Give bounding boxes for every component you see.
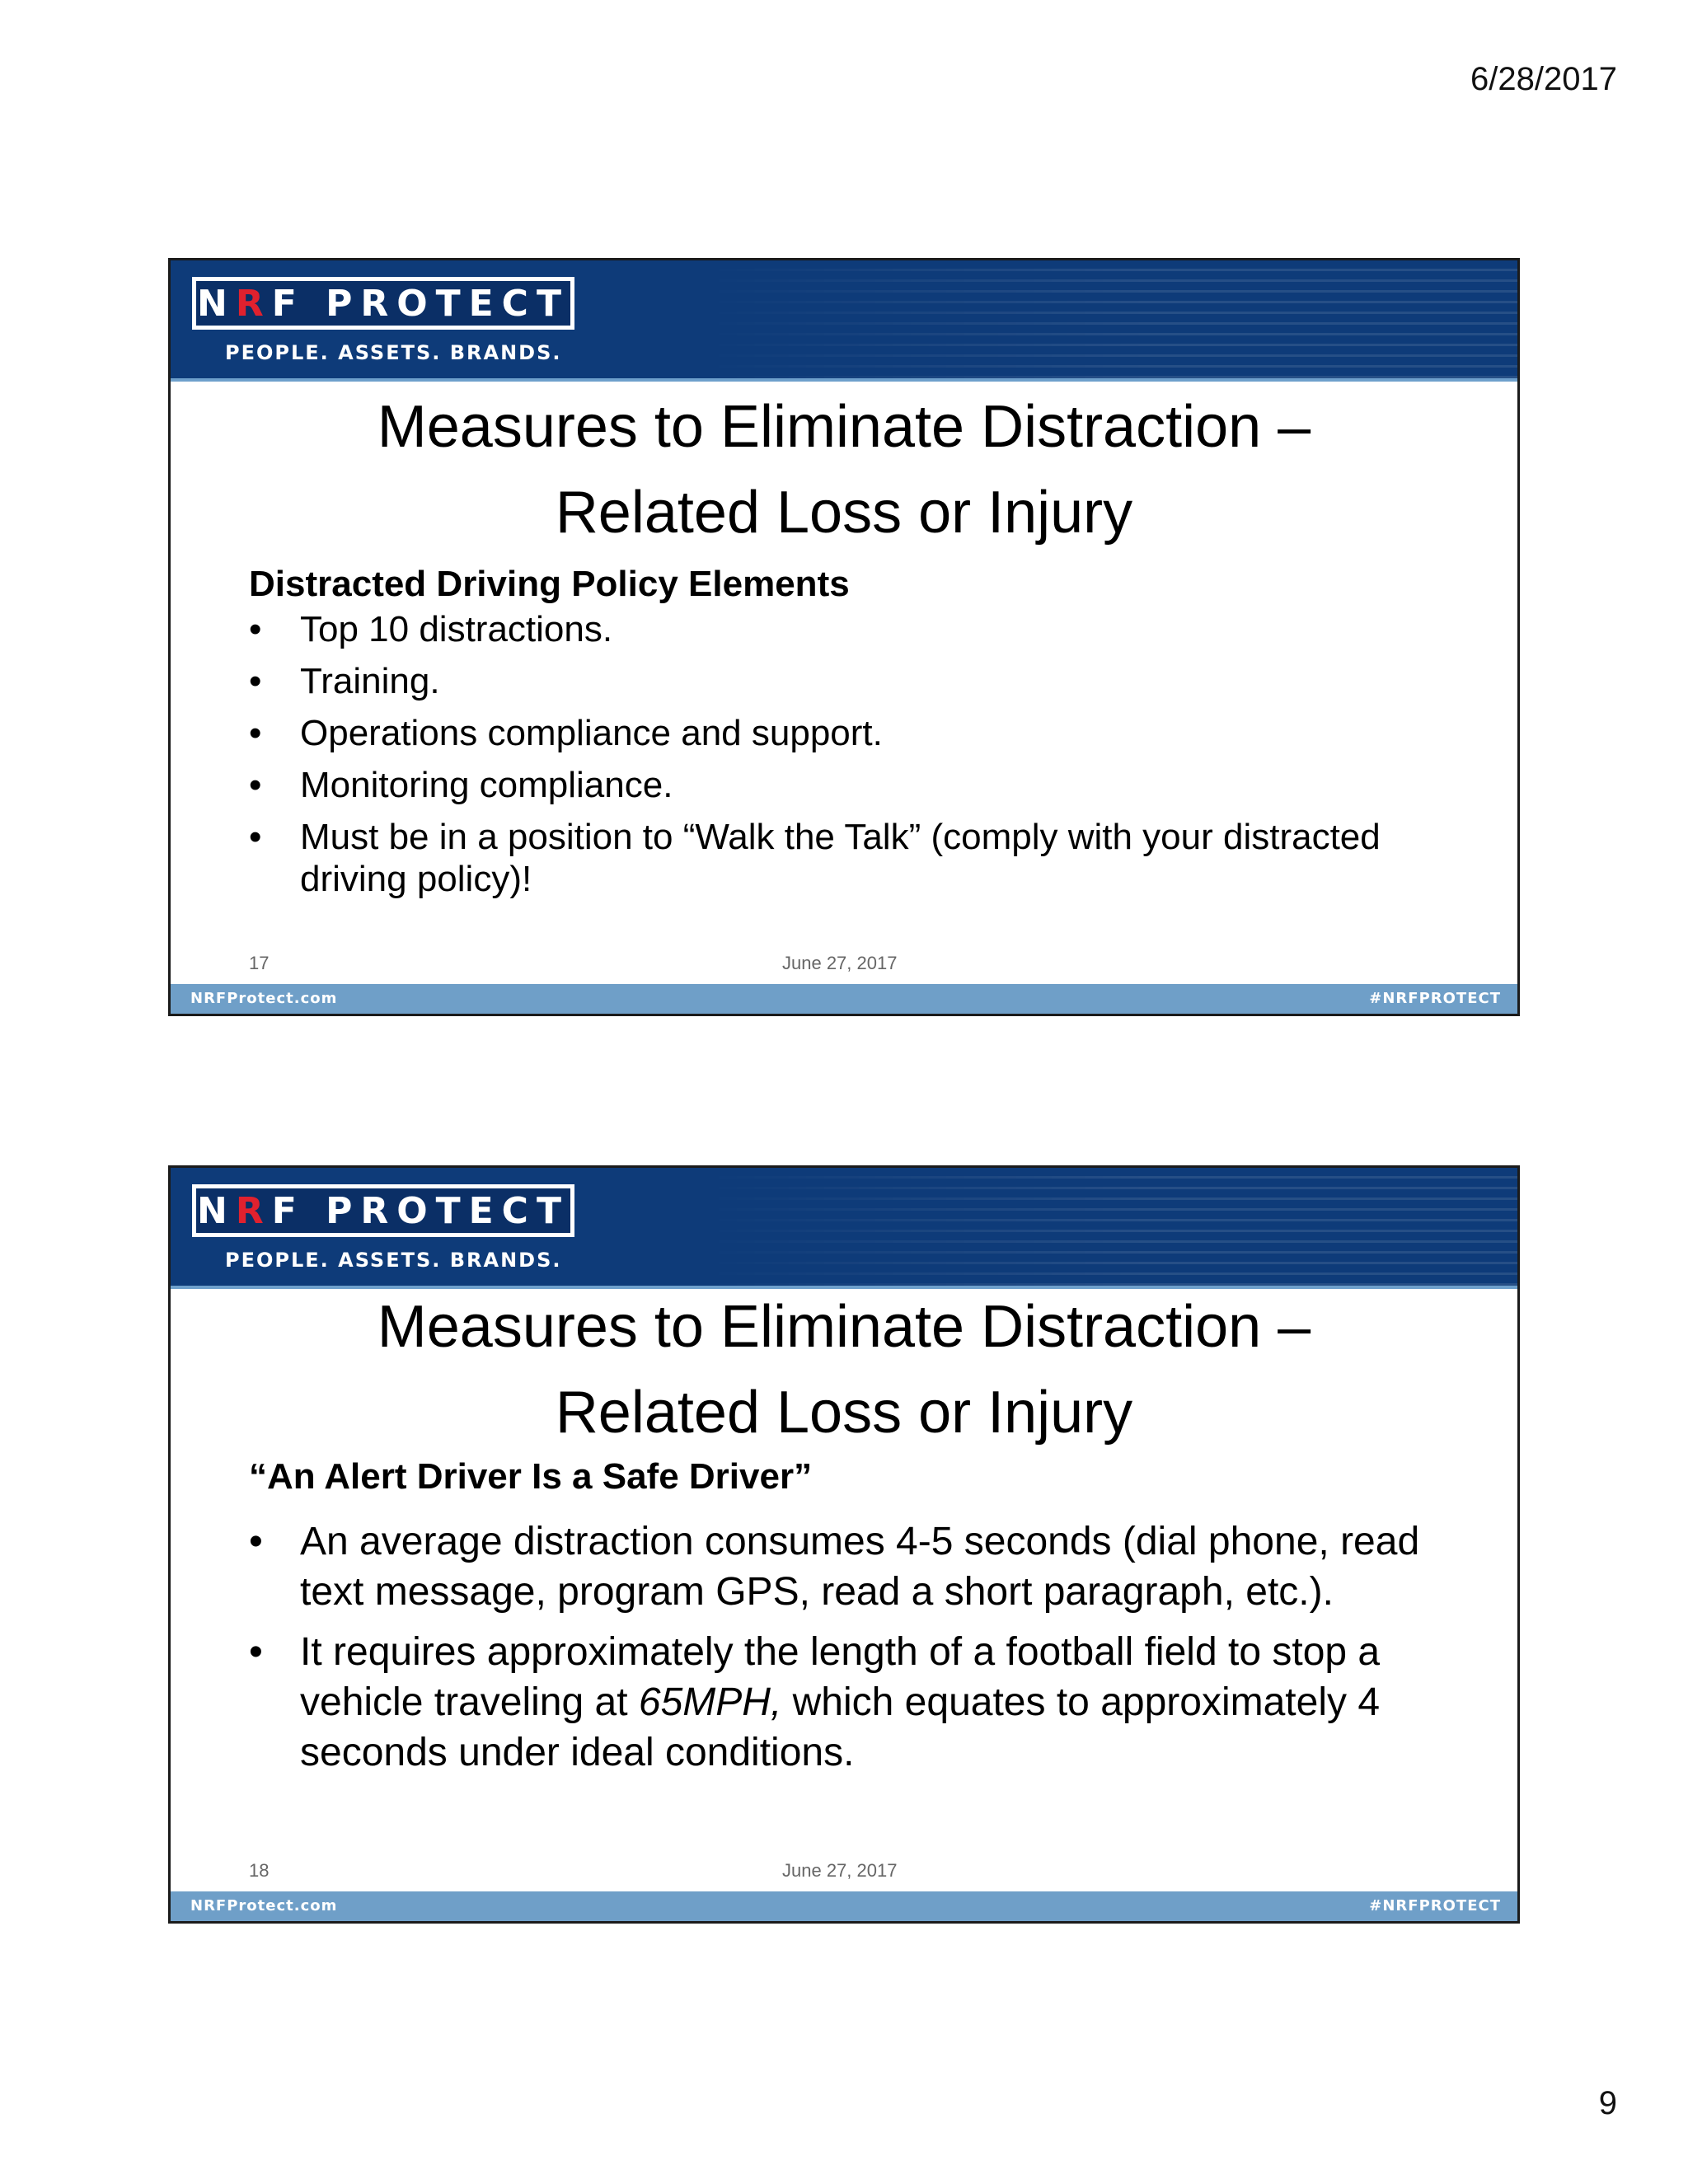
list-item: • Training. bbox=[249, 661, 440, 701]
bullet-icon: • bbox=[249, 609, 262, 649]
logo-text: NRF PROTECT bbox=[196, 1189, 570, 1232]
nrf-protect-logo bbox=[192, 1184, 574, 1237]
bullet-icon: • bbox=[249, 1630, 263, 1674]
footer-hashtag: #NRFPROTECT bbox=[1369, 1897, 1501, 1915]
list-item: • Must be in a position to “Walk the Talk” (comply with your distracted driving policy)! bbox=[249, 817, 1381, 899]
footer-website: NRFProtect.com bbox=[190, 990, 338, 1007]
logo-text: NRF PROTECT bbox=[196, 282, 570, 325]
slide-number: 18 bbox=[249, 1860, 270, 1881]
slide-date: June 27, 2017 bbox=[782, 1860, 898, 1881]
slide-title bbox=[171, 1284, 1517, 1455]
list-item: • Top 10 distractions. bbox=[249, 609, 613, 649]
logo-tagline: PEOPLE. ASSETS. BRANDS. bbox=[225, 1249, 562, 1272]
list-item: • Monitoring compliance. bbox=[249, 765, 673, 805]
list-item: • It requires approximately the length of a football field to stop a vehicle traveling at 65MPH, which equates to approximately 4 seconds under ideal conditions. bbox=[249, 1627, 1427, 1778]
header-stripes bbox=[693, 1168, 1517, 1286]
logo-tagline: PEOPLE. ASSETS. BRANDS. bbox=[225, 341, 562, 364]
slide-title-line1: Measures to Eliminate Distraction – bbox=[377, 1294, 1311, 1360]
slide-number: 17 bbox=[249, 953, 270, 973]
bullet-icon: • bbox=[249, 817, 262, 857]
footer-hashtag: #NRFPROTECT bbox=[1369, 990, 1501, 1007]
bullet-list bbox=[249, 608, 1427, 910]
slide-footer bbox=[171, 1891, 1517, 1921]
slide-17 bbox=[168, 258, 1520, 1016]
slide-title bbox=[171, 384, 1517, 555]
list-item: • An average distraction consumes 4-5 seconds (dial phone, read text message, program GPS, read a short paragraph, etc.). bbox=[249, 1516, 1427, 1617]
header-stripes bbox=[693, 260, 1517, 378]
list-item: • Operations compliance and support. bbox=[249, 713, 883, 753]
slide-subhead: Distracted Driving Policy Elements bbox=[249, 564, 850, 604]
footer-website: NRFProtect.com bbox=[190, 1897, 338, 1915]
bullet-icon: • bbox=[249, 661, 262, 701]
page-number: 9 bbox=[1598, 2085, 1617, 2121]
slide-footer bbox=[171, 984, 1517, 1014]
slide-18 bbox=[168, 1165, 1520, 1924]
slide-title-line2: Related Loss or Injury bbox=[555, 1380, 1133, 1446]
speed-emphasis: 65MPH, bbox=[638, 1680, 782, 1724]
slide-header bbox=[171, 260, 1517, 382]
slide-header bbox=[171, 1168, 1517, 1289]
slide-title-line1: Measures to Eliminate Distraction – bbox=[377, 394, 1311, 460]
slide-title-line2: Related Loss or Injury bbox=[555, 480, 1133, 546]
slide-date: June 27, 2017 bbox=[782, 953, 898, 973]
bullet-icon: • bbox=[249, 765, 262, 805]
page-date: 6/28/2017 bbox=[1470, 61, 1617, 97]
bullet-list bbox=[249, 1516, 1427, 1788]
bullet-icon: • bbox=[249, 1520, 263, 1563]
bullet-icon: • bbox=[249, 713, 262, 753]
slide-subhead: “An Alert Driver Is a Safe Driver” bbox=[249, 1456, 813, 1497]
nrf-protect-logo bbox=[192, 277, 574, 330]
